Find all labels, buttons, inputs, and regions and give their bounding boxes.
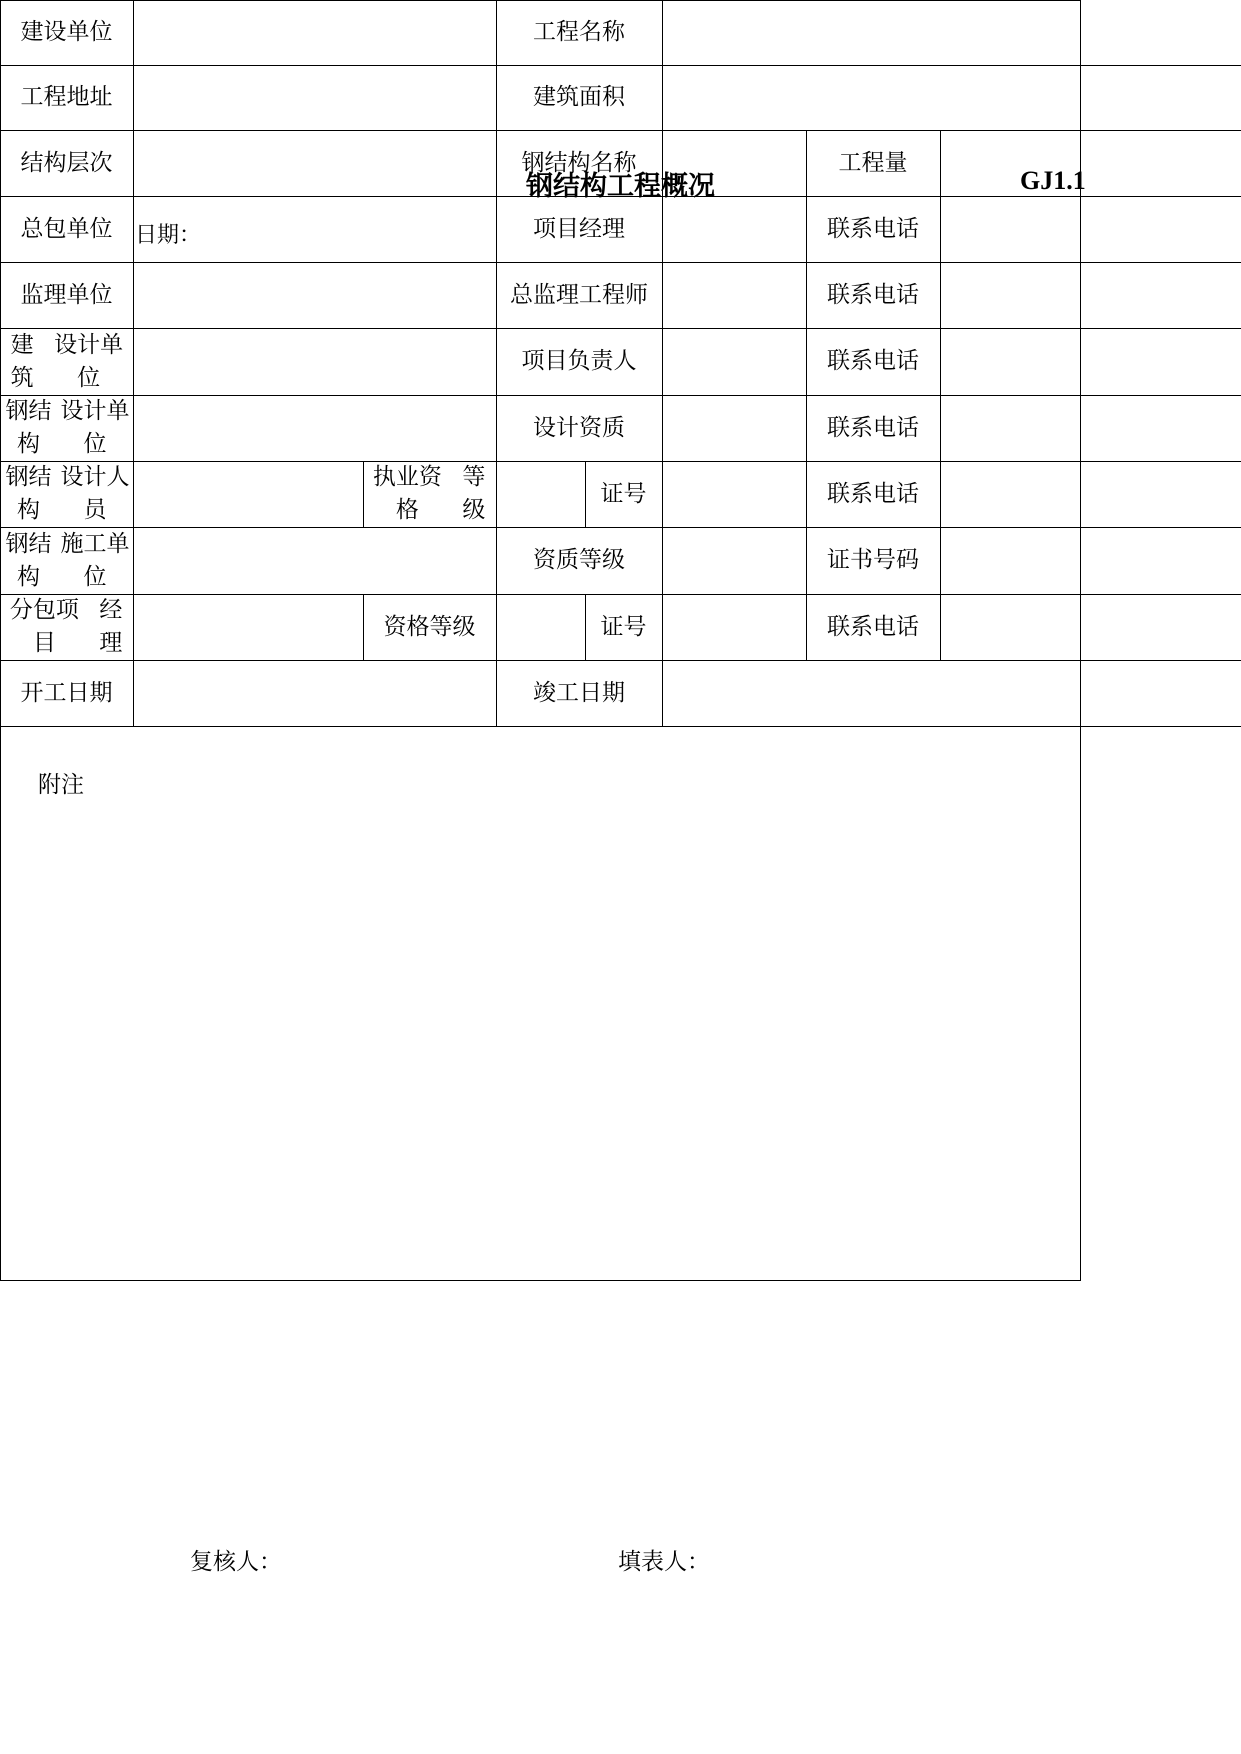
field-label: 开工日期 (20, 679, 113, 706)
field-value-cell[interactable] (662, 461, 806, 527)
field-value-cell[interactable] (940, 262, 1081, 328)
field-label: 总监理 工程师 (510, 281, 648, 308)
field-label: 建设单位 (20, 19, 113, 45)
field-label: 项目负责人 (521, 348, 637, 374)
field-value-cell[interactable] (133, 594, 363, 660)
field-value-cell[interactable] (662, 594, 806, 660)
field-value-cell[interactable] (940, 328, 1081, 395)
field-label: 联系电话 (827, 215, 919, 242)
field-value-cell[interactable] (662, 130, 806, 196)
filler-label: 填表人： (618, 1549, 710, 1575)
field-label: 钢结构 施工单位 (5, 530, 130, 590)
field-label: 资质等级 (533, 547, 625, 573)
field-value-cell[interactable] (940, 461, 1081, 527)
field-value-cell[interactable] (662, 196, 806, 262)
field-label: 工程名称 (533, 19, 625, 45)
field-label: 总包单位 (20, 215, 113, 242)
field-label: 监理单位 (20, 281, 113, 308)
field-value-cell[interactable] (496, 594, 585, 660)
reviewer-label: 复核人： (190, 1549, 282, 1575)
page-title: 钢结构工程概况 (526, 171, 715, 202)
field-label: 证书号码 (827, 547, 919, 573)
field-value-cell[interactable] (662, 65, 1081, 130)
field-value-cell[interactable] (662, 527, 806, 594)
field-label: 建筑 设计单位 (10, 331, 124, 391)
field-label: 资格等级 (383, 613, 476, 640)
field-label: 工程量 (838, 149, 908, 176)
field-value-cell[interactable] (940, 594, 1081, 660)
field-label: 项目经理 (533, 215, 625, 242)
field-value-cell[interactable] (133, 262, 496, 328)
field-label: 钢结构名称 (521, 149, 637, 176)
field-value-cell[interactable] (133, 0, 496, 65)
field-label: 联系电话 (827, 414, 919, 441)
field-label: 证号 (600, 613, 647, 640)
field-value-cell[interactable] (133, 328, 496, 395)
field-label: 执业资格 等级 (372, 464, 486, 523)
field-label: 结构层次 (20, 149, 113, 176)
field-value-cell[interactable] (662, 395, 806, 461)
field-label: 证号 (600, 480, 647, 507)
field-value-cell[interactable] (662, 660, 1081, 726)
field-value-cell[interactable] (496, 461, 585, 527)
field-value-cell[interactable] (133, 130, 496, 196)
field-label: 联系电话 (827, 613, 919, 640)
field-value-cell[interactable] (940, 395, 1081, 461)
field-label: 钢结构 设计单位 (5, 398, 130, 457)
field-label: 联系电话 (827, 348, 919, 374)
field-label: 建筑面积 (533, 84, 625, 110)
remarks-area[interactable] (0, 726, 1241, 1754)
remarks-label: 附注 (38, 772, 84, 798)
field-label: 工程地址 (20, 84, 113, 110)
field-label: 设计资质 (533, 414, 625, 441)
field-label: 联系电话 (827, 480, 919, 507)
field-value-cell[interactable] (662, 0, 1081, 65)
field-value-cell[interactable] (940, 196, 1081, 262)
field-label: 竣工日期 (533, 679, 625, 706)
field-value-cell[interactable] (940, 130, 1081, 196)
field-value-cell[interactable] (133, 527, 496, 594)
field-value-cell[interactable] (133, 196, 496, 262)
field-label: 钢结构 设计人员 (5, 464, 130, 523)
form-code: GJ1.1 (1020, 166, 1086, 195)
field-value-cell[interactable] (133, 461, 363, 527)
field-value-cell[interactable] (133, 395, 496, 461)
field-value-cell[interactable] (662, 328, 806, 395)
field-label: 分包项目 经理 (9, 597, 123, 656)
field-value-cell[interactable] (940, 527, 1081, 594)
field-value-cell[interactable] (662, 262, 806, 328)
date-label: 日期： (135, 223, 202, 248)
field-value-cell[interactable] (133, 660, 496, 726)
field-label: 联系电话 (827, 281, 919, 308)
field-value-cell[interactable] (133, 65, 496, 130)
